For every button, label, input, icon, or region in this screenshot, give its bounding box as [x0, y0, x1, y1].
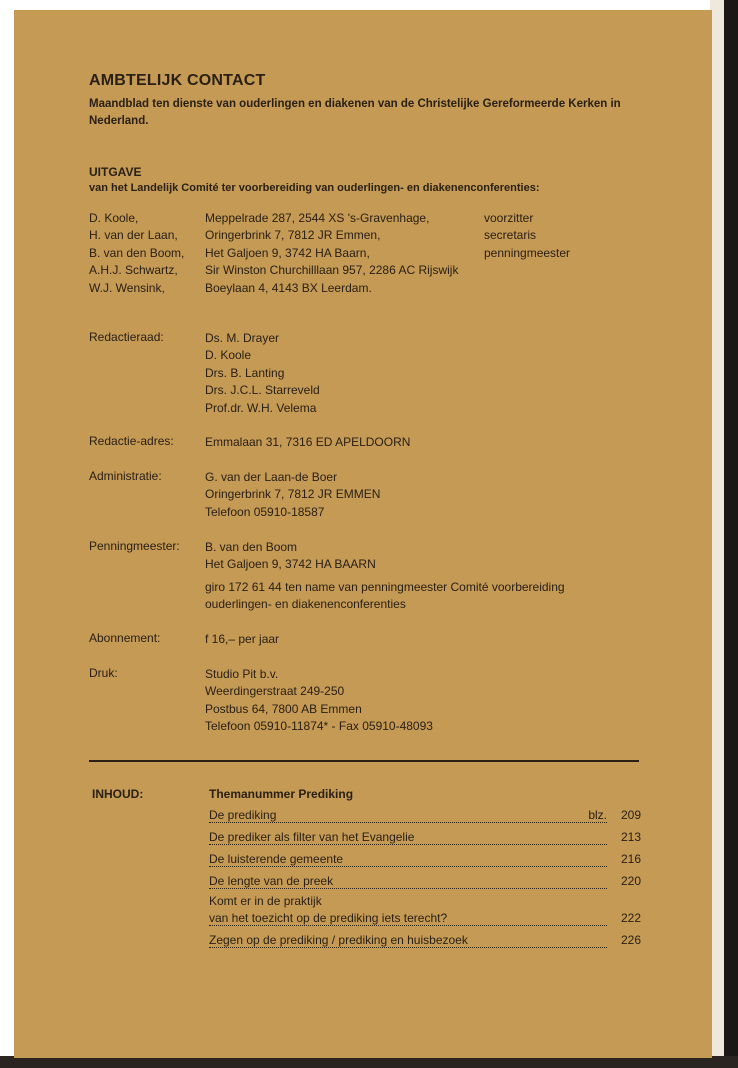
- committee-address: Oringerbrink 7, 7812 JR Emmen,: [205, 228, 381, 243]
- toc-entry-title: De prediking: [209, 808, 277, 822]
- toc-entry-title-line1: Komt er in de praktijk: [209, 894, 322, 908]
- toc-entry[interactable]: [209, 874, 641, 892]
- inhoud-title: Themanummer Prediking: [209, 787, 354, 801]
- leader-dots: [209, 822, 607, 823]
- committee-name: D. Koole,: [89, 211, 139, 225]
- toc-entry-title: De luisterende gemeente: [209, 852, 344, 866]
- toc-page-number: 220: [620, 874, 641, 888]
- scan-right-edge: [724, 0, 738, 1068]
- toc-page-number: 226: [620, 933, 641, 947]
- leader-dots: [209, 888, 607, 889]
- redactieraad-member: Ds. M. Drayer: [205, 331, 280, 345]
- committee-address: Het Galjoen 9, 3742 HA Baarn,: [205, 245, 370, 260]
- leader-dots: [209, 925, 607, 926]
- administratie-line: Oringerbrink 7, 7812 JR EMMEN: [205, 487, 381, 502]
- inhoud-label: INHOUD:: [92, 787, 144, 801]
- administratie-label: Administratie:: [89, 469, 162, 483]
- committee-name: H. van der Laan,: [89, 228, 178, 243]
- penningmeester-label: Penningmeester:: [89, 539, 180, 553]
- committee-name: W.J. Wensink,: [89, 280, 165, 295]
- giro-line: ouderlingen- en diakenenconferenties: [205, 597, 406, 612]
- toc-page-number: 216: [620, 852, 641, 866]
- redactieraad-member: Drs. B. Lanting: [205, 365, 285, 380]
- scan-right-strip: [710, 0, 724, 1068]
- abonnement-value: f 16,– per jaar: [205, 632, 280, 646]
- administratie-line: G. van der Laan-de Boer: [205, 470, 338, 484]
- committee-address: Sir Winston Churchilllaan 957, 2286 AC Rijswijk: [205, 263, 459, 278]
- toc-page-number: 222: [620, 911, 641, 925]
- leader-dots: [209, 844, 607, 845]
- toc-entry[interactable]: [209, 933, 641, 951]
- druk-line: Postbus 64, 7800 AB Emmen: [205, 701, 362, 716]
- cover-page: [14, 10, 712, 1058]
- redactieraad-members: [205, 330, 320, 417]
- toc-page-number: 209: [620, 808, 641, 822]
- toc-page-number: 213: [620, 830, 641, 844]
- druk-line: Studio Pit b.v.: [205, 667, 279, 681]
- toc-entry-title: van het toezicht op de prediking iets terecht?: [209, 911, 448, 925]
- committee-names: [89, 210, 184, 297]
- committee-name: B. van den Boom,: [89, 245, 185, 260]
- abonnement-label: Abonnement:: [89, 631, 161, 645]
- toc-entry[interactable]: [209, 830, 641, 848]
- redactieraad-member: D. Koole: [205, 348, 252, 363]
- committee-address: Boeylaan 4, 4143 BX Leerdam.: [205, 280, 372, 295]
- uitgave-heading: UITGAVE: [89, 165, 142, 179]
- committee-name: A.H.J. Schwartz,: [89, 263, 178, 278]
- committee-addresses: [205, 210, 458, 297]
- toc-page-prefix: blz.: [588, 808, 607, 822]
- committee-role: voorzitter: [484, 211, 534, 225]
- committee-role: secretaris: [484, 228, 537, 243]
- penningmeester-line: B. van den Boom: [205, 540, 298, 554]
- section-divider: [89, 760, 639, 762]
- giro-line: giro 172 61 44 ten name van penningmeester Comité voorbereiding: [205, 579, 565, 594]
- druk-label: Druk:: [89, 666, 118, 680]
- magazine-subtitle: Maandblad ten dienste van ouderlingen en diakenen van de Christelijke Gereformeerde Kerken in Nederland.: [89, 98, 621, 127]
- redactie-adres-value: Emmalaan 31, 7316 ED APELDOORN: [205, 435, 411, 449]
- toc-entry[interactable]: [209, 852, 641, 870]
- penningmeester-line: Het Galjoen 9, 3742 HA BAARN: [205, 557, 376, 572]
- toc-entry-title: De lengte van de preek: [209, 874, 334, 888]
- leader-dots: [209, 947, 607, 948]
- toc-entry-title: Zegen op de prediking / prediking en huisbezoek: [209, 933, 468, 947]
- administratie-line: Telefoon 05910-18587: [205, 504, 325, 519]
- toc-entry-title: De prediker als filter van het Evangelie: [209, 830, 415, 844]
- committee-address: Meppelrade 287, 2544 XS 's-Gravenhage,: [205, 211, 430, 225]
- administratie-block: [205, 469, 380, 521]
- druk-line: Weerdingerstraat 249-250: [205, 684, 345, 699]
- magazine-title: AMBTELIJK CONTACT: [89, 72, 266, 89]
- uitgave-subheading: van het Landelijk Comité ter voorbereiding van ouderlingen- en diakenenconferenties:: [89, 182, 540, 194]
- committee-role: penningmeester: [484, 245, 571, 260]
- leader-dots: [209, 866, 607, 867]
- committee-roles: [484, 210, 570, 262]
- druk-line: Telefoon 05910-11874* - Fax 05910-48093: [205, 719, 433, 734]
- druk-block: [205, 666, 433, 736]
- penningmeester-block: [205, 539, 565, 614]
- toc-entry[interactable]: [209, 808, 641, 826]
- redactie-adres-label: Redactie-adres:: [89, 434, 174, 448]
- redactieraad-member: Drs. J.C.L. Starreveld: [205, 383, 320, 398]
- redactieraad-label: Redactieraad:: [89, 330, 164, 344]
- toc-entry[interactable]: [209, 911, 641, 929]
- redactieraad-member: Prof.dr. W.H. Velema: [205, 400, 317, 415]
